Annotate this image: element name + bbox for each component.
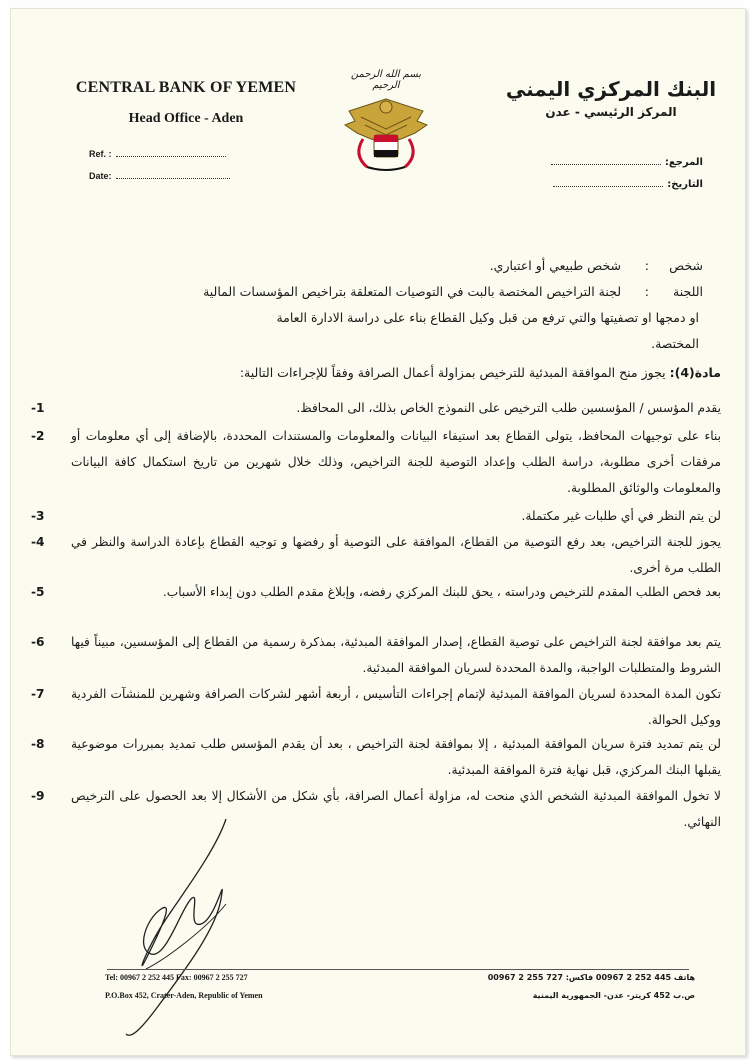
bank-name-english: CENTRAL BANK OF YEMEN [75,79,297,96]
eagle-emblem-icon [341,69,431,179]
footer-phone-arabic: هاتف 445 252 2 00967 فاكس: 727 255 2 00967 [487,973,695,982]
definition-term: اللجنة [673,284,703,299]
definition-text: لجنة التراخيص المختصة بالبت في التوصيات المتعلقة بتراخيص المؤسسات المالية [203,284,621,299]
date-label: Date: [89,171,112,181]
document-page [10,8,746,1056]
ref-line [89,149,226,159]
item-text: تكون المدة المحددة لسريان الموافقة المبدئية لإتمام إجراءات التأسيس ، أربعة أشهر لشركات الصرافة وشهرين للمنشآت الفردية ووكيل الحوالة. [71,687,721,727]
item-number: -4 [31,535,45,549]
ref-label: Ref. : [89,149,112,159]
item-text: لا تخول الموافقة المبدئية الشخص الذي منحت له، مزاولة أعمال الصرافة، بأي شكل من الأشكال إلا بعد الحصول على الترخيص النهائي. [71,789,721,829]
item-number: -5 [31,585,45,599]
list-item [31,579,721,631]
list-item [31,503,721,529]
item-text: لن يتم تمديد فترة سريان الموافقة المبدئية ، إلا بموافقة لجنة التراخيص ، بعد أن يقدم المؤسس طلب تمديد بمبررات موضوعية يقبلها البنك المركزي، قبل نهاية فترة الموافقة المبدئية. [71,737,721,777]
item-number: -6 [31,635,45,649]
item-number: -3 [31,509,45,523]
footer-address-english: P.O.Box 452, Crater-Aden, Republic of Yemen [105,991,263,1000]
footer-divider [107,969,689,970]
list-item [31,731,721,783]
item-text: لن يتم النظر في أي طلبات غير مكتملة. [521,509,721,523]
definition-text: شخص طبيعي أو اعتباري. [489,258,621,273]
item-number: -8 [31,737,45,751]
list-item [31,681,721,733]
office-name-english: Head Office - Aden [128,111,244,126]
ar-date-label: التاريخ: [667,179,703,190]
ar-ref-label: المرجع: [664,157,703,168]
office-name-arabic: المركز الرئيسي - عدن [545,105,677,119]
item-text: يقدم المؤسس / المؤسسين طلب الترخيص على النموذج الخاص بذلك، الى المحافظ. [296,401,721,415]
definition-row: شخص : شخص طبيعي أو اعتباري. [63,253,703,279]
yemen-emblem [341,69,431,179]
item-number: -9 [31,789,45,803]
article-intro: يجوز منح الموافقة المبدئية للترخيص بمزاولة أعمال الصرافة وفقاً للإجراءات التالية: [239,365,666,380]
ar-date-line [553,179,703,190]
definition-continuation: او دمجها او تصفيتها والتي ترفع من قبل وكيل القطاع بناء على دراسة الادارة العامة [276,310,699,325]
handwritten-signature [106,809,256,1039]
item-text: يجوز للجنة التراخيص، بعد رفع التوصية من القطاع، الموافقة على التوصية أو رفضها و توجيه القطاع بإعادة الدراسة والنظر في الطلب مرة أخرى. [71,535,721,575]
article-number: مادة(4): [669,365,721,380]
date-line [89,171,230,181]
footer-address-arabic: ص.ب 452 كريتر- عدن- الجمهورية اليمنية [532,991,695,1000]
item-number: -7 [31,687,45,701]
list-item [31,423,721,503]
list-item [31,529,721,581]
bank-name-arabic: البنك المركزي اليمني [505,77,717,101]
list-item [31,629,721,681]
definition-term: شخص [669,258,703,273]
basmala-calligraphy: بسم الله الرحمن الرحيم [350,69,422,91]
definition-row: اللجنة : لجنة التراخيص المختصة بالبت في التوصيات المتعلقة بتراخيص المؤسسات المالية [63,279,703,305]
ar-ref-line [551,157,703,168]
item-text: يتم بعد موافقة لجنة التراخيص على توصية القطاع، إصدار الموافقة المبدئية، بمذكرة رسمية من القطاع إلى المؤسسين، مبيناً فيها الشروط والمتطلبات الواجبة، والمدة المحددة لسريان الموافقة المبدئية. [71,635,721,675]
definition-continuation: المختصة. [651,336,699,351]
item-text: بعد فحص الطلب المقدم للترخيص ودراسته ، يحق للبنك المركزي رفضه، وإبلاغ مقدم الطلب دون إبداء الأسباب. [162,585,721,599]
footer-phone-english: Tel: 00967 2 252 445 Fax: 00967 2 255 727 [105,973,248,982]
article-heading-line [41,365,721,380]
arabic-letterhead [501,77,721,119]
english-letterhead [71,79,301,127]
item-number: -1 [31,401,45,415]
item-number: -2 [31,429,45,443]
list-item [31,395,721,421]
item-text: بناء على توجيهات المحافظ، يتولى القطاع بعد استيفاء البيانات والمعلومات والمستندات المحددة، بالإضافة إلى أي معلومات أو مرفقات أخرى مطلوبة، دراسة الطلب وإعداد التوصية للجنة التراخيص، وذلك خلال شهرين من تاريخ استكمال كافة البيانات والمعلومات والوثائق المطلوبة. [71,429,721,495]
